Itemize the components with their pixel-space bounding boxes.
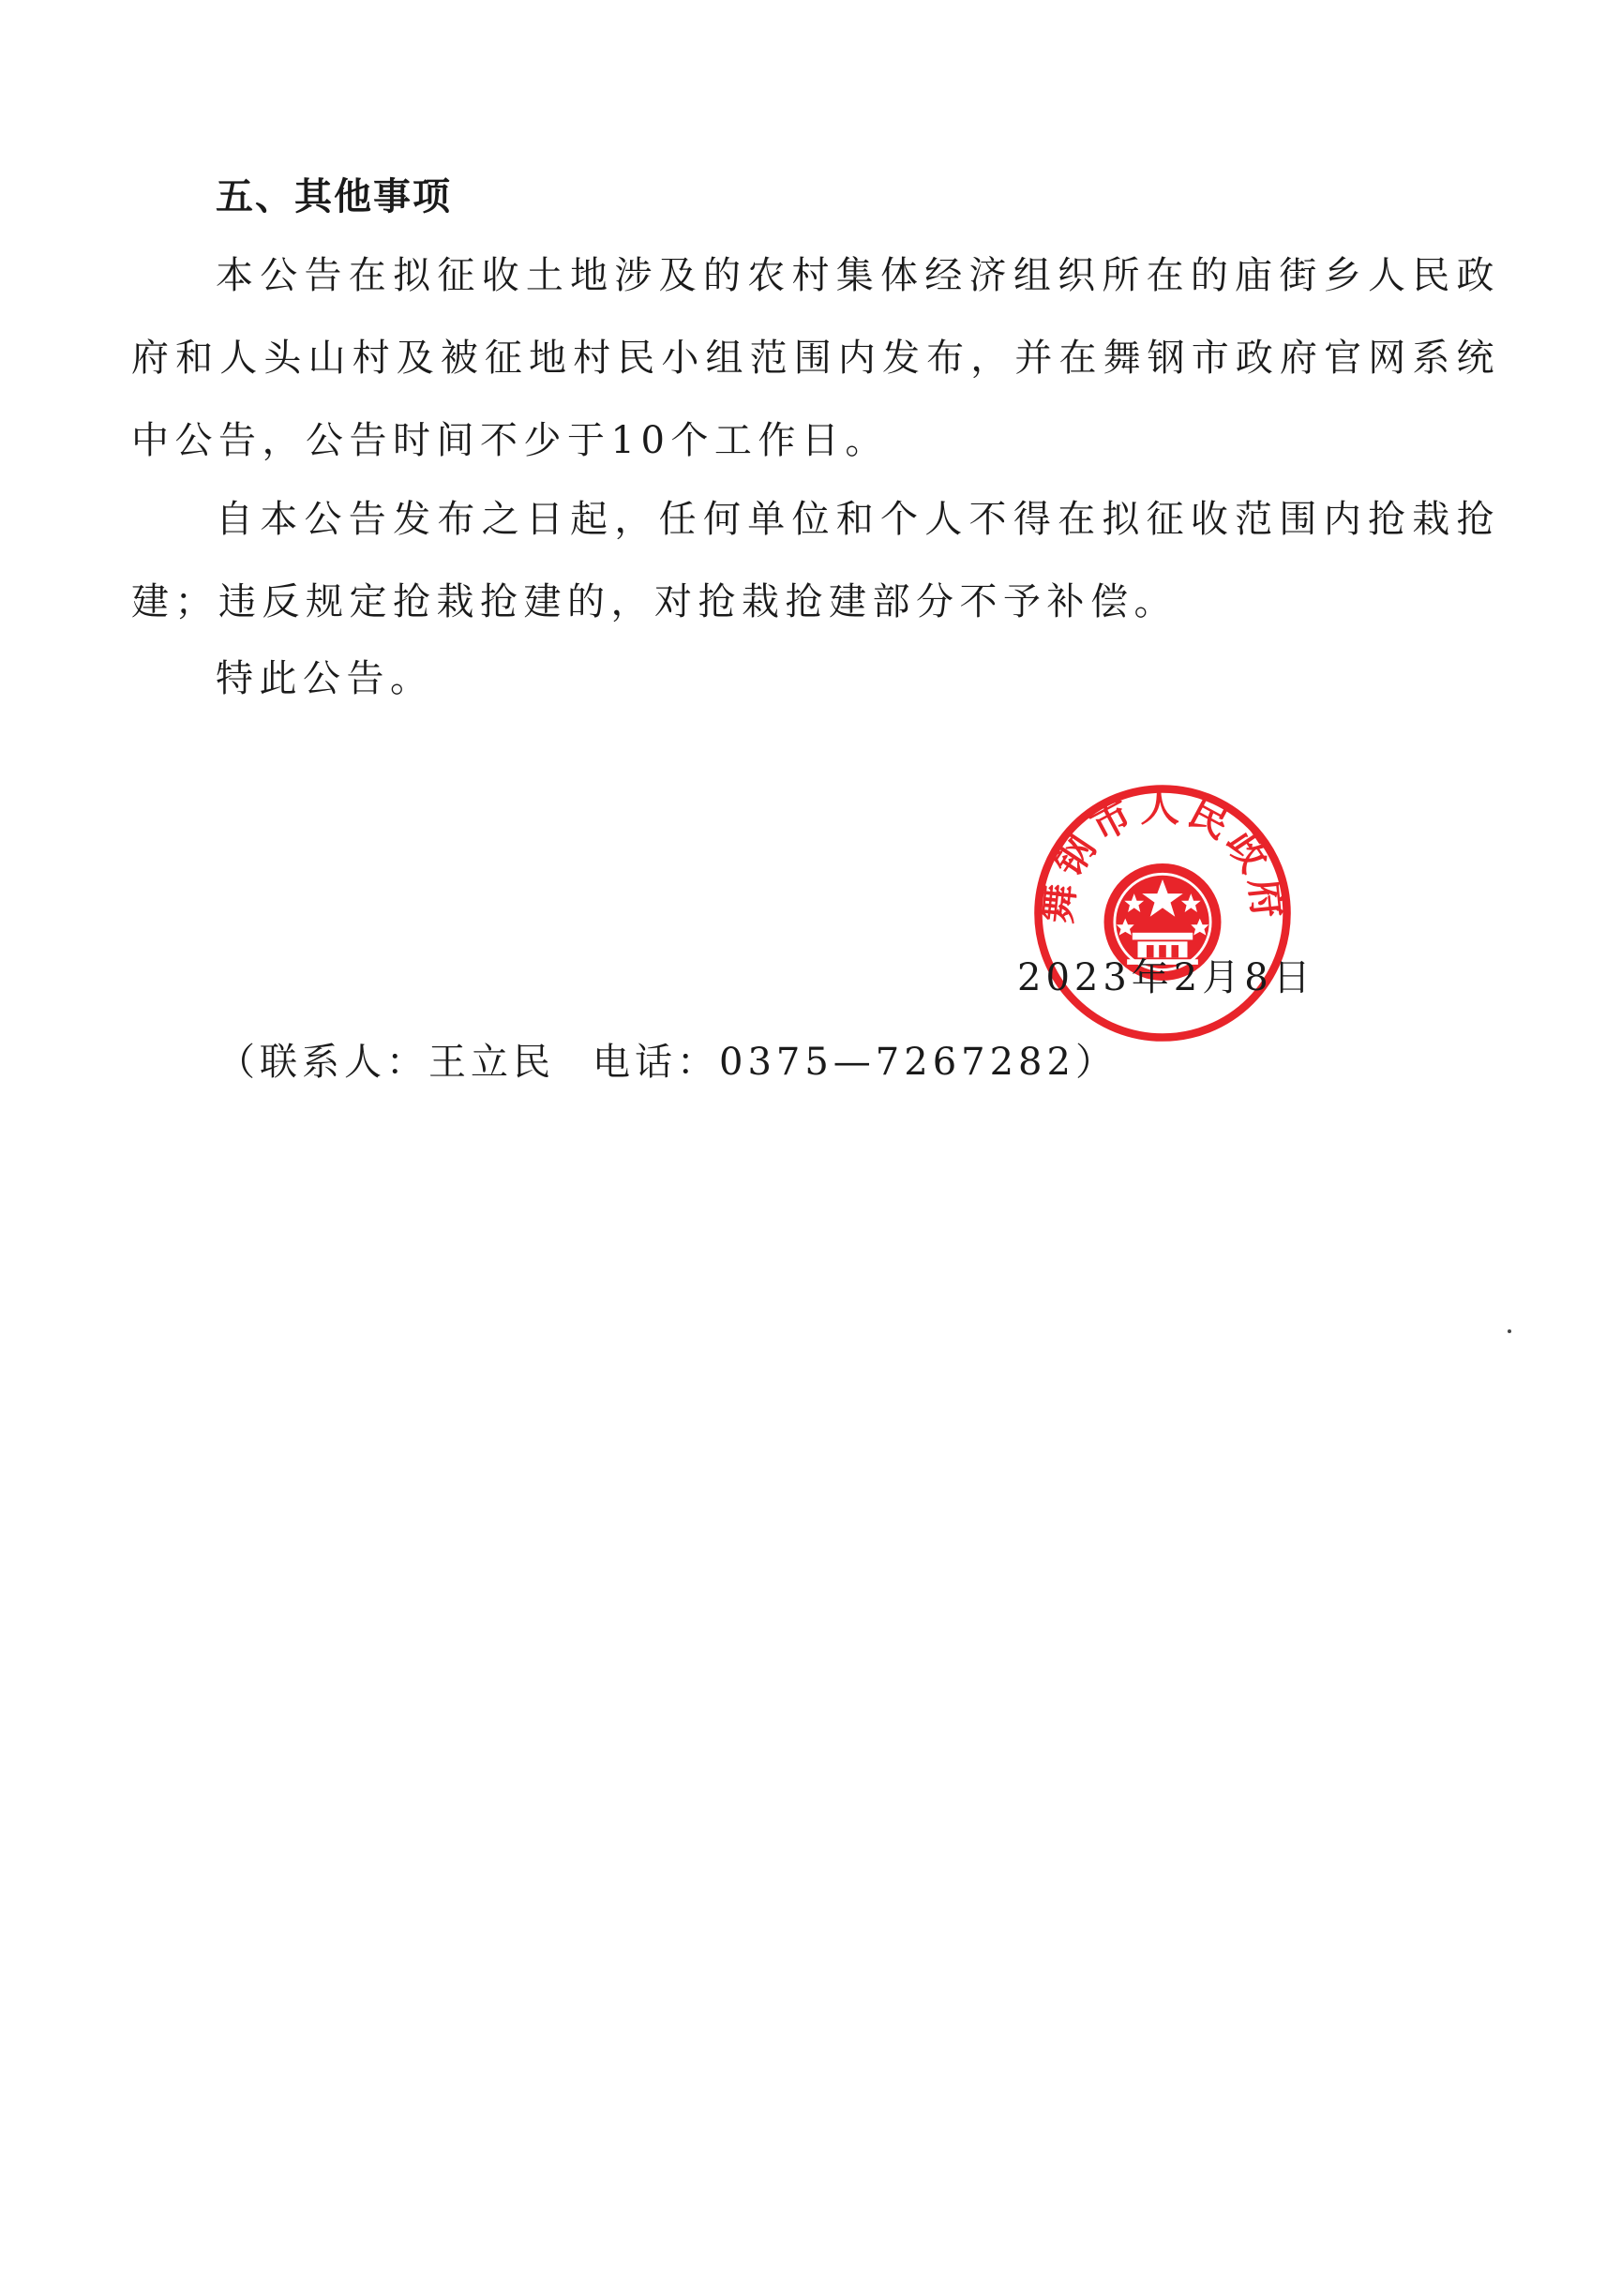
official-seal [1029,780,1296,1046]
seal-text: 舞钢市人民政府 [1033,784,1292,925]
contact-line [218,1034,1118,1090]
paragraph-prohibition: 自本公告发布之日起，任何单位和个人不得在拟征收范围内抢栽抢建；违反规定抢栽抢建的，对抢栽抢建部分不予补偿。 [131,498,1500,623]
paragraph-publication: 本公告在拟征收土地涉及的农村集体经济组织所在的庙街乡人民政府和人头山村及被征地村民小组范围内发布，并在舞钢市政府官网系统中公告，公告时间不少于10个工作日。 [131,254,1500,462]
paragraph-closing: 特此公告。 [216,657,434,700]
contact-phone: 电话：0375—7267282） [593,1041,1118,1084]
issue-date: 2023年2月8日 [1017,956,1315,999]
scan-speck [1508,1329,1511,1333]
contact-person: （联系人：王立民 [218,1041,555,1084]
section-heading: 五、其他事项 [216,175,452,218]
